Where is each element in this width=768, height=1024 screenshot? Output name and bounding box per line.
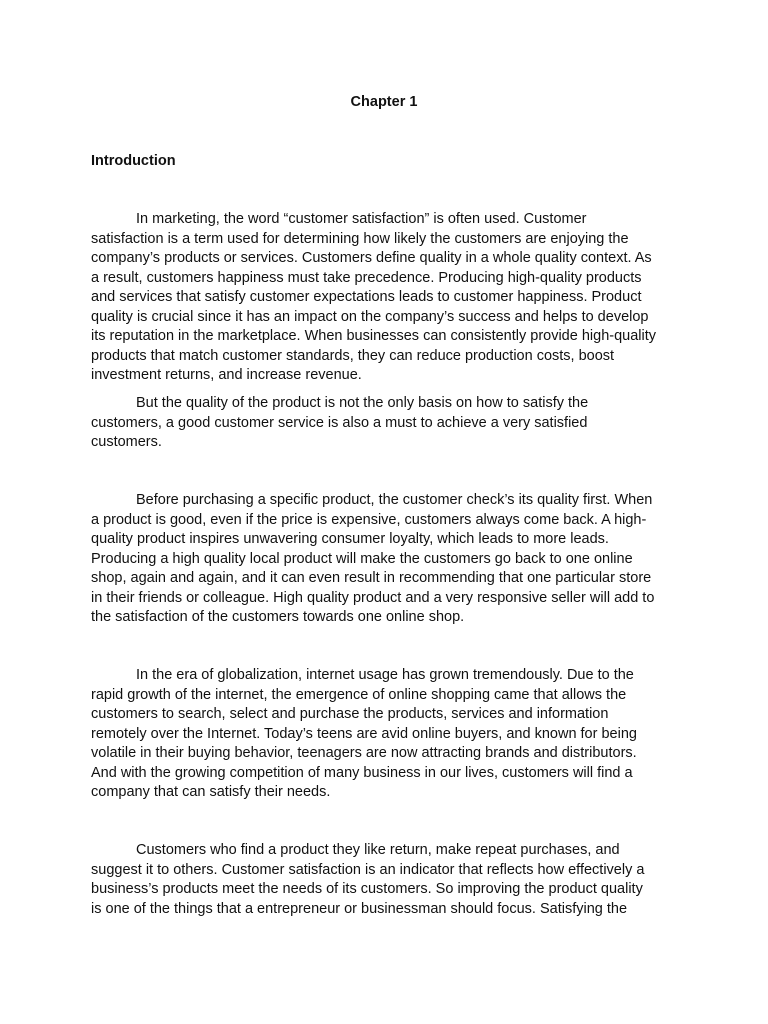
paragraph-line: Customers who find a product they like return, make repeat purchases, and (136, 842, 620, 858)
paragraph-line: quality product inspires unwavering consumer loyalty, which leads to more leads. (91, 531, 609, 547)
paragraph-line: remotely over the Internet. Today’s teens are avid online buyers, and known for being (91, 725, 637, 742)
paragraph-1 (91, 210, 691, 386)
paragraph-line: In marketing, the word “customer satisfaction” is often used. Customer (136, 211, 587, 227)
paragraph-line: the satisfaction of the customers towards one online shop. (91, 609, 465, 625)
section-heading: Introduction (91, 153, 176, 169)
paragraph-line: quality is crucial since it has an impact on the company’s success and helps to develop (91, 308, 649, 325)
paragraph-line: rapid growth of the internet, the emergence of online shopping came that allows the (91, 686, 627, 703)
paragraph-line: and services that satisfy customer expectations leads to customer happiness. Product (91, 289, 642, 305)
paragraph-line: suggest it to others. Customer satisfaction is an indicator that reflects how effectively a (91, 861, 645, 878)
chapter-title: Chapter 1 (350, 94, 418, 110)
paragraph-line: a result, customers happiness must take precedence. Producing high-quality products (91, 269, 642, 286)
paragraph-line: customers to search, select and purchase the products, services and information (91, 706, 609, 722)
paragraph-5 (91, 841, 691, 919)
paragraph-line: its reputation in the marketplace. When businesses can consistently provide high-quality (91, 328, 656, 344)
paragraph-line: in their friends or colleague. High quality product and a very responsive seller will add to (91, 589, 655, 606)
paragraph-line: Producing a high quality local product will make the customers go back to one online (91, 550, 633, 567)
paragraph-line: a product is good, even if the price is expensive, customers always come back. A high- (91, 511, 647, 528)
paragraph-line: business’s products meet the needs of its customers. So improving the product quality (91, 881, 643, 897)
paragraph-line: shop, again and again, and it can even result in recommending that one particular store (91, 570, 652, 586)
paragraph-line: is one of the things that a entrepreneur or businessman should focus. Satisfying the (91, 900, 628, 917)
paragraph-line: customers. (91, 434, 162, 450)
paragraph-line: And with the growing competition of many business in our lives, customers will find a (91, 764, 633, 781)
paragraph-line: satisfaction is a term used for determining how likely the customers are enjoying the (91, 230, 629, 247)
paragraph-line: volatile in their buying behavior, teenagers are now attracting brands and distributors. (91, 745, 637, 761)
paragraph-line: company that can satisfy their needs. (91, 784, 331, 800)
paragraph-line: In the era of globalization, internet usage has grown tremendously. Due to the (136, 667, 634, 683)
paragraph-4 (91, 666, 691, 803)
paragraph-line: But the quality of the product is not the only basis on how to satisfy the (136, 395, 589, 411)
paragraph-line: products that match customer standards, they can reduce production costs, boost (91, 347, 615, 364)
paragraph-line: Before purchasing a specific product, the customer check’s its quality first. When (136, 492, 653, 508)
paragraph-2 (91, 394, 691, 453)
paragraph-3 (91, 491, 691, 628)
paragraph-line: company’s products or services. Customers define quality in a whole quality context. As (91, 250, 652, 266)
paragraph-line: customers, a good customer service is also a must to achieve a very satisfied (91, 414, 588, 431)
paragraph-line: investment returns, and increase revenue. (91, 367, 362, 383)
